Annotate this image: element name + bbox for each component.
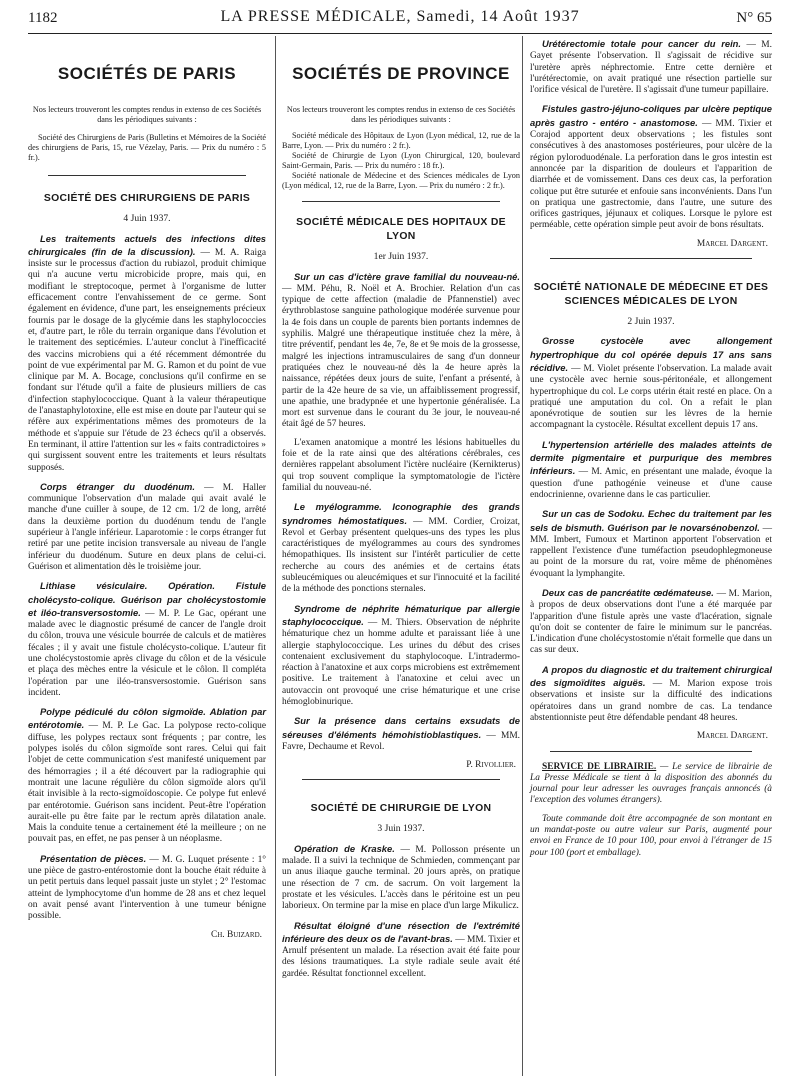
article-paragraph	[28, 853, 266, 923]
meeting-date: 4 Juin 1937.	[123, 213, 171, 225]
article-body: — M. Marion expose trois observations et insiste sur la difficulté des indications opératoires dans un grand nombre de cas. La tendance abstentionniste peut être défendable pendant 48 heures.	[530, 679, 773, 723]
divider	[48, 175, 246, 176]
society-title: SOCIÉTÉ DE CHIRURGIE DE LYON	[310, 803, 492, 815]
journal-title: LA PRESSE MÉDICALE, Samedi, 14 Août 1937	[220, 8, 580, 25]
article-body: — M. Amic, en présentant une malade, évoque la question d'une pathogénie veineuse et d'une cause endocrinienne, ovarienne dans le cas particulier.	[530, 467, 772, 500]
page-header	[28, 8, 772, 30]
article-list	[530, 335, 772, 724]
column-divider	[275, 36, 276, 1076]
article-title: Résultat éloigné d'une résection de l'extrémité inférieure des deux os de l'avant-bras.	[282, 919, 520, 944]
article-list	[28, 233, 266, 923]
article-body: — MM. Tixier et Arnulf présentent un malade. La résection avait été faite pour des lésions traumatiques. La style radiale seule avait été gardée. Résultat fonctionnel excellent.	[282, 934, 520, 979]
society-title: SOCIÉTÉ MÉDICALE DES HOPITAUX DE LYON	[296, 217, 506, 243]
article-body: — MM. Favre, Dechaume et Revol.	[282, 730, 521, 752]
divider	[302, 201, 500, 202]
article-paragraph	[282, 920, 520, 980]
signature: Ch. Buizard.	[210, 929, 262, 940]
column-province	[282, 40, 520, 987]
article-title: Présentation de pièces.	[40, 852, 147, 864]
periodical-entry: Société des Chirurgiens de Paris (Bulletins et Mémoires de la Société des chirurgiens de Paris, 15, rue Vézelay, Paris. — Prix du numéro : 5 fr.).	[28, 133, 266, 163]
society-title: SOCIÉTÉ NATIONALE DE MÉDECINE ET DES SCIENCES MÉDICALES DE LYON	[533, 282, 769, 308]
article-paragraph	[28, 233, 266, 474]
intro-text: Nos lecteurs trouveront les comptes rendus in extenso de ces Sociétés dans les périodiques suivants :	[32, 105, 262, 125]
divider	[302, 779, 500, 780]
article-body: — M. Violet présente l'observation. La malade avait une cystocèle avec hernie sous-péritonéale, et allongement hypertrophique du col. Le corps utérin était resté en place. On a pratiqué une amputation du col. On a refait le plan aponévrotique de soutien sur les lèvres de la hernie accompagnant la cystocèle. Résultat excellent depuis 17 ans.	[530, 363, 773, 431]
article-title: Grosse cystocèle avec allongement hypertrophique du col opérée depuis 17 ans sans récidive.	[530, 335, 772, 373]
article-body: — M. Pollosson présente un malade. Il a suivi la technique de Schmieden, commençant par un anus iliaque gauche terminal. 20 jours après, on pratique une résection de 7 cm. de sacrum. On voit largement la prostate et les vésicules. L'accès dans le péritoine est un peu laborieux. On termine par la mise en place d'un large Mikulicz.	[282, 844, 520, 912]
library-text: — Le service de librairie de La Presse Médicale se tient à la disposition des abonnés du journal pour leur adresser les ouvrages français annoncés (à l'exception des volumes étrangers).	[530, 761, 773, 806]
article-body: — M. Marion, à propos de deux observations dont l'une a été marquée par l'apparition d'une fistule après une vaste d'lacération, signale qu'on doit se contenter de faire le minimum sur le pancréas. L'indication d'une cholécystostomie n'était formelle que dans un cas sur deux.	[530, 588, 772, 656]
article-body: — MM. Péhu, R. Noël et A. Brochier. Relation d'un cas typique de cette affection (maladie de Pfannenstiel) avec érythroblastose sanguine pathologique modérée survenue pour la 4e fois dans un couple de parents bien portants indemnes de syphilis. Malgré une thérapeutique instituée chez la mère, à titre préventif, pendant les 4e, 7e, 8e et 9e mois de la grossesse, malgré les injections intramusculaires de sang d'un donneur pratiquées chez le nouveau-né dès la 4e heure après la naissance, répétées deux jours de suite, l'enfant a présenté, à partir de la 42e heure de sa vie, un affaiblissement progressif, une apathie, une bradypnée et une hypertonie généralisée. La mort est survenue dans le courant du 3e jour, le nouveau-né était âgé de 57 heures.	[282, 283, 520, 430]
article-title: Polype pédiculé du côlon sigmoïde. Ablation par entérotomie.	[28, 706, 266, 731]
article-body: — MM. Cordier, Croizat, Revol et Gerbay présentent quelques-uns des types les plus caractéristiques de myélogrammes au cours des syndromes hémopathiques. Ils insistent sur l'intérêt particulier de cette recherche au cours des anémies et de certains états subleucémiques ou aleucémiques et sur l'innocuité et la facilité de la méthode des ponctions sternales.	[282, 516, 521, 595]
article-title: Opération de Kraske.	[294, 842, 395, 854]
article-body: — M. Thiers. Observation de néphrite hématurique chez un homme adulte et paraissant liée à une allergie staphylococcique. Les urines du début des crises contenaient exclusivement du staphylocoque. L'intradermo-réaction à l'anatoxine et aux corps microbiens est extrêmement positive. Le traitement à l'anatoxine et celui avec un autovaccin ont provoqué une crise hématurique et une crise hémoglobinurique.	[282, 617, 520, 707]
article-list	[282, 271, 520, 754]
periodical-entry: Société médicale des Hôpitaux de Lyon (Lyon médical, 12, rue de la Barre, Lyon. — Prix du numéro : 2 fr.).	[282, 131, 520, 151]
library-notice	[530, 762, 772, 807]
article-title: Sur la présence dans certains exsudats de séreuses d'éléments hémohistioblastiques.	[282, 715, 520, 740]
signature: Marcel Dargent.	[696, 731, 768, 742]
divider	[550, 258, 752, 259]
article-paragraph	[282, 715, 520, 753]
article-title: Sur un cas de Sodoku. Echec du traitement par les sels de bismuth. Guérison par le novarsénobenzol.	[530, 508, 772, 533]
column-paris	[28, 40, 266, 949]
article-paragraph	[530, 439, 772, 501]
article-title: Lithiase vésiculaire. Opération. Fistule cholécysto-colique. Guérison par cholécystostomie et iléo-transversostomie.	[28, 580, 266, 618]
article-paragraph	[530, 38, 772, 96]
section-title: SOCIÉTÉS DE PROVINCE	[292, 64, 510, 83]
article-title: L'hypertension artérielle des malades atteints de dermite pigmentaire et purpurique des membres inférieurs.	[530, 438, 772, 477]
article-paragraph	[28, 481, 266, 573]
article-body: — M. P. Le Gac. La polypose recto-colique diffuse, les polypes rectaux sont fréquents ; par contre, les polypes isolés du côlon sigmoïde sont rares. Celui qui fait l'objet de cette communication s'est manifesté uniquement par des hémorragies ; il a été découvert par la radiographie qui montrait une lacune régulière du côlon sigmoïde alors qu'il était invisible à la recto-sigmoïdoscopie. Ce polype fut enlevé par entérotomie. Guérison sans incident. Peut-être l'opération aurait-elle pu être faite par le rectum après dilatation anale. Mais la conduite tenue a certainement été la meilleure ; on ne pouvait pas, en effet, ne pas penser à un néoplasme.	[28, 721, 267, 845]
article-title: Corps étranger du duodénum.	[40, 480, 195, 492]
meeting-date: 2 Juin 1937.	[627, 316, 675, 328]
issue-number: N° 65	[736, 10, 772, 26]
article-title: Urétérectomie totale pour cancer du rein.	[542, 38, 741, 49]
article-paragraph	[530, 103, 772, 231]
column-province-cont	[530, 38, 772, 866]
article-list	[282, 843, 520, 980]
article-title: Les traitements actuels des infections dites chirurgicales (fin de la discussion).	[28, 232, 266, 257]
article-body: — M. A. Raiga insiste sur le processus d'action du rubiazol, produit chimique qui n'a aucune vertu microbicide propre, mais qui, en modifiant le streptocoque, permet à l'organisme de lutter efficacement contre l'envahissement de ce germe. Sont également en évidence, d'une part, les enseignements précieux fournis par le dosage de la glycémie dans les staphylococcies et, d'autre part, le rôle du terrain organique dans l'évolution et le traitement des septicémies. L'auteur conclut à l'inefficacité des vaccins microbiens qui a été récemment démontrée du point de vue expérimental par M. G. Ramon et du point de vue clinique par M. A. Bocage, conclusions qu'il confirme en se fondant sur l'étude qu'il a faite de plusieurs milliers de cas d'infection staphylococcique. Quant à la valeur thérapeutique de l'anastaphylotoxine, elle est mise en doute par l'auteur qui se réfère aux expérimentations mêmes des promoteurs de la méthode et s'appuie sur l'étude de 23 échecs qu'il a observés. En terminant, il attire l'attention sur les « faits contradictoires » qui surgissent souvent entre les traitements et leurs résultats supposés.	[28, 247, 266, 473]
divider	[550, 751, 752, 752]
article-paragraph	[530, 508, 772, 580]
article-title: A propos du diagnostic et du traitement chirurgical des sigmoïdites aiguës.	[530, 663, 772, 689]
column-divider	[522, 36, 523, 1076]
library-title: SERVICE DE LIBRAIRIE.	[542, 761, 657, 772]
article-body: — M. Gayet présente l'observation. Il s'agissait de récidive sur l'uretère après néphrectomie. Entre cette dernière et l'urétérectomie, on avait pratiqué une résection partielle sur l'orifice vésical de l'uretère. Il s'agissait d'une tumeur papillaire.	[530, 40, 772, 96]
section-title: SOCIÉTÉS DE PARIS	[57, 64, 237, 83]
article-paragraph	[28, 580, 266, 699]
article-title: Fistules gastro-jéjuno-coliques par ulcère peptique après gastro - entéro - anastomose.	[530, 103, 772, 128]
article-list	[530, 38, 772, 232]
periodical-entry: Société de Chirurgie de Lyon (Lyon Chirurgical, 120, boulevard Saint-Germain, Paris. — Prix du numéro : 18 fr.).	[282, 151, 520, 171]
article-body: L'examen anatomique a montré les lésions habituelles du foie et de la rate ainsi que des altérations cérébrales, ces dernières rappelant absolument l'ictère nucléaire (Kernikterus) qui trop souvent complique la symptomatologie de l'ictère familial du nouveau-né.	[282, 437, 520, 493]
meeting-date: 1er Juin 1937.	[373, 251, 429, 263]
page-number: 1182	[28, 10, 58, 26]
article-title: Le myélogramme. Iconographie des grands syndromes hémostatiques.	[282, 501, 520, 526]
article-paragraph	[530, 335, 772, 431]
article-paragraph	[282, 603, 520, 709]
article-title: Syndrome de néphrite hématurique par allergie staphylococcique.	[282, 602, 520, 627]
periodical-list	[282, 131, 520, 191]
library-notice-2: Toute commande doit être accompagnée de son montant en un mandat-poste ou autre valeur sur Paris, augmenté pour envoi en France de 10 pour 100, pour envoi à l'étranger de 15 pour 100 (port et emballage).	[530, 813, 772, 858]
article-paragraph	[282, 271, 520, 431]
article-body: — M. G. Luquet présente : 1° une pièce de gastro-entérostomie dont la bouche était réduite à un petit pertuis dans lequel passait juste un stylet ; 2° l'estomac atteint de lymphocytome d'un homme de 28 ans et chez lequel on avait pensé avant l'intervention à une tumeur bénigne possible.	[28, 854, 267, 922]
signature: Marcel Dargent.	[696, 238, 768, 249]
article-paragraph	[282, 843, 520, 913]
article-paragraph	[282, 501, 520, 595]
article-body: — MM. Imbert, Fumoux et Martinon apportent l'observation et rappellent l'existence d'une tuméfaction pseudophlegmoneuse au point de la morsure du rat, voire même de phénomènes évoquant la lymphangite.	[530, 523, 773, 579]
header-rule	[28, 33, 772, 34]
article-body: — M. Haller communique l'observation d'un malade qui avait avalé le manche d'une cuiller à soupe, de 12 cm. 1/2 de long, arrêté dans la deuxième portion du duodénum tendu de l'angle supérieur à l'angle inférieur. Laparotomie : le corps étranger fut retiré par une petite incision transversale au niveau de l'angle inférieur du duodénum. Suture en deux plans de celui-ci. Guérison et alimentation dès le troisième jour.	[28, 482, 267, 572]
article-paragraph	[530, 664, 772, 724]
article-paragraph	[28, 706, 266, 846]
article-paragraph	[530, 587, 772, 657]
signature: P. Rivollier.	[466, 760, 516, 771]
society-title: SOCIÉTÉ DES CHIRURGIENS DE PARIS	[43, 193, 251, 205]
article-title: Sur un cas d'ictère grave familial du nouveau-né.	[294, 270, 520, 282]
periodical-entry: Société nationale de Médecine et des Sciences médicales de Lyon (Lyon médical, 12, rue de la Barre, Lyon. — Prix du numéro : 2 fr.).	[282, 171, 520, 191]
article-paragraph	[282, 438, 520, 494]
intro-text: Nos lecteurs trouveront les comptes rendus in extenso de ces Sociétés dans les périodiques suivants :	[286, 105, 516, 125]
article-title: Deux cas de pancréatite œdémateuse.	[542, 586, 714, 598]
article-body: — MM. Tixier et Corajod apportent deux observations ; les fistules sont consécutives à des anastomoses postérieures, pour ulcère de la région pyloroduodénale. La perforation dans le gros intestin est annoncée par la disparition de douleurs et l'apparition de diarrhée et de vomissement. Dans ces deux cas, la perforation colique put être suturée et enfouie sans inconvénients. Dans l'un on pratiqua une gastrectomie, dans l'autre, une suture des orifices gastriques, jéjunaux et coliques. Lorsque le pylore est perméable, cette opération simple peut avoir de bons résultats.	[530, 118, 772, 231]
article-body: — M. P. Le Gac, opérant une malade avec le diagnostic présumé de cancer de l'angle droit du côlon, trouva une vésicule bourrée de calculs et de matières fécales ; il y avait une fistule cholécysto-colique. L'auteur fit une cholécystostomie après clivage du côlon et de la vésicule et plaça des mèches entre la vésicule et le côlon. Il compléta l'opération par une iléo-transversostomie. Guérison sans incident.	[28, 608, 266, 698]
meeting-date: 3 Juin 1937.	[377, 823, 425, 835]
